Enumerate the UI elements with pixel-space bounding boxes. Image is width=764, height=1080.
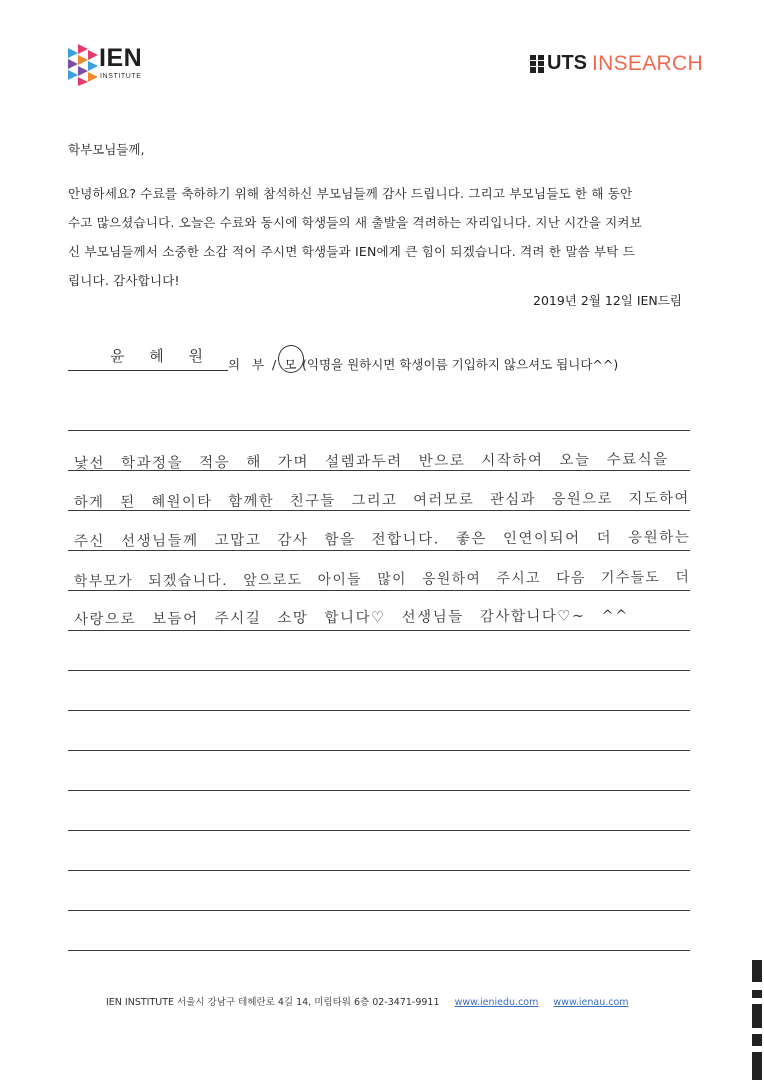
rule-line bbox=[68, 830, 690, 831]
rule-line bbox=[68, 670, 690, 671]
uts-grid-mark-icon bbox=[530, 55, 544, 73]
ien-triangle-mark-icon bbox=[68, 44, 98, 86]
anonymity-note: (익명을 원하시면 학생이름 기입하지 않으셔도 됩니다^^) bbox=[302, 357, 619, 372]
rule-line bbox=[68, 630, 690, 631]
salutation: 학부모님들께, bbox=[68, 142, 145, 157]
message-line: 주신 선생님들께 고맙고 감사 함을 전합니다. 좋은 인연이되어 더 응원하는 bbox=[73, 529, 691, 550]
parent-name-row bbox=[68, 345, 708, 385]
website-link-ieniedu[interactable]: www.ieniedu.com bbox=[454, 997, 539, 1008]
rule-line bbox=[68, 790, 690, 791]
rule-line bbox=[68, 870, 690, 871]
ien-logo-subtitle: INSTITUTE bbox=[100, 73, 142, 80]
rule-line bbox=[68, 910, 690, 911]
handwritten-message-area bbox=[68, 392, 690, 972]
mother-selected-circle bbox=[278, 345, 304, 373]
rule-line bbox=[68, 710, 690, 711]
parent-name-handwritten: 윤 혜 원 bbox=[110, 347, 214, 365]
rule-line bbox=[68, 950, 690, 951]
date-signature: 2019년 2월 12일 IEN드림 bbox=[533, 293, 682, 308]
uts-word: UTS bbox=[547, 52, 587, 74]
slash: / bbox=[272, 357, 277, 372]
intro-paragraph bbox=[68, 179, 698, 295]
ien-logo bbox=[68, 44, 158, 88]
of-label: 의 bbox=[228, 357, 241, 372]
message-line: 낯선 학과정을 적응 해 가며 설렘과두려 반으로 시작하여 오늘 수료식을 bbox=[73, 451, 669, 472]
name-blank-line bbox=[68, 370, 228, 371]
footer bbox=[106, 994, 629, 1008]
intro-line: 립니다. 감사합니다! bbox=[68, 273, 180, 288]
letterhead bbox=[0, 0, 764, 100]
scan-edge-artifact bbox=[752, 0, 762, 1080]
ien-logo-word: IEN bbox=[99, 44, 143, 72]
message-line: 하게 된 혜원이타 함께한 친구들 그리고 여러모로 관심과 응원으로 지도하여 bbox=[73, 490, 690, 511]
website-link-ienau[interactable]: www.ienau.com bbox=[553, 997, 629, 1008]
insearch-word: INSEARCH bbox=[592, 52, 703, 75]
message-line: 학부모가 되겠습니다. 앞으로도 아이들 많이 응원하여 주시고 다음 기수들도 더 bbox=[73, 569, 691, 590]
footer-address: IEN INSTITUTE 서울시 강남구 테헤란로 4길 14, 미림타워 6층 02-3471-9911 bbox=[106, 997, 440, 1008]
intro-line: 수고 많으셨습니다. 오늘은 수료와 동시에 학생들의 새 출발을 격려하는 자리입니다. 지난 시간을 지켜보 bbox=[68, 215, 642, 230]
intro-line: 안녕하세요? 수료를 축하하기 위해 참석하신 부모님들께 감사 드립니다. 그리고 부모님들도 한 해 동안 bbox=[68, 186, 633, 201]
intro-line: 신 부모님들께서 소중한 소감 적어 주시면 학생들과 IEN에게 큰 힘이 되겠습니다. 격려 한 말씀 부탁 드 bbox=[68, 244, 636, 259]
father-option: 부 bbox=[252, 357, 265, 372]
rule-line bbox=[68, 750, 690, 751]
rule-line bbox=[68, 430, 690, 431]
message-line: 사랑으로 보듬어 주시길 소망 합니다♡ 선생님들 감사합니다♡~ ^^ bbox=[73, 608, 629, 628]
mother-option: 모 bbox=[284, 357, 297, 372]
